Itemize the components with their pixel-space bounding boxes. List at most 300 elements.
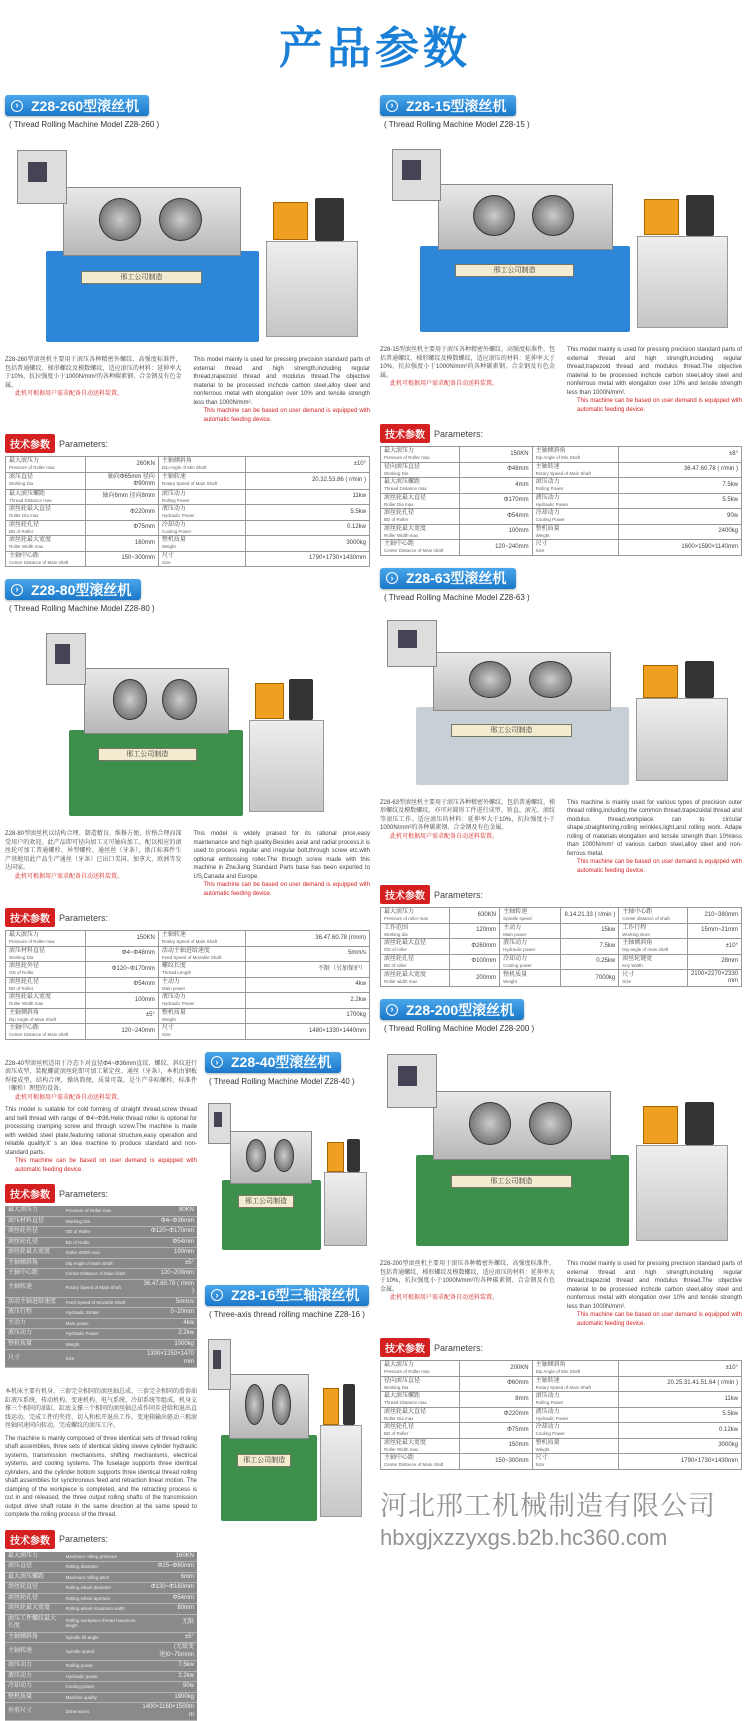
spec-name-zh: 主轴中心距 <box>9 553 82 560</box>
spec-value: 1000kg <box>139 1339 197 1350</box>
spec-name-en: Maximum rolling pitch <box>63 1572 140 1583</box>
spec-name-zh: 滚丝轮孔径 <box>9 979 82 986</box>
spec-name-en: Dip angle of main shaft <box>622 947 684 953</box>
spec-value: Φ75mm <box>86 520 159 536</box>
spec-name-en: Feed Speed of Movable Shaft <box>162 955 242 961</box>
spec-name-zh: 滚压动力 <box>5 1661 63 1672</box>
spec-value: 210~380mm <box>687 908 741 924</box>
spec-name-zh: 滚丝轮最大宽度 <box>384 526 456 533</box>
spec-name-en: Size <box>162 1032 242 1038</box>
spec-name-zh: 径向滚压直径 <box>384 1378 456 1385</box>
description-en-text: This model mainly is used for pressing precision standard parts of external thread and high strength,including regular thread,trapezoid thread and modulus thread.The objective material to be processed inchcde carbon steel,alloy steel and nonferrous metal with elongation over 10% and tensile strength less than 1000N/mm². <box>194 357 371 406</box>
hydraulic-motor <box>685 1102 713 1145</box>
spec-name-en: Hydraulic power <box>503 947 557 953</box>
description-en-note: This machine can be based on user demand is equipped with automatic feeding device. <box>5 1157 197 1174</box>
spec-name-en: Size <box>536 1462 616 1468</box>
model-title-z2880 <box>5 579 141 600</box>
description-zh-text: Z28-200型滚丝机主要用于滚压各种精密外螺纹、高强度标准件，包括普通螺纹、梯形螺纹及模数螺纹，适应滚压的材料：延伸率大于10%，抗拉强度小于1000N/mm²的各种碳素钢、合金钢及有色金属。 <box>380 1261 555 1293</box>
spec-value: 5.5kw <box>619 493 742 509</box>
spec-name-zh: 滚丝轮最大宽度 <box>9 537 82 544</box>
model-subtitle: ( Thread Rolling Machine Model Z28-40 ) <box>209 1077 370 1086</box>
spec-name-zh: 径向滚压直径 <box>384 464 456 471</box>
description-zh-note: 此机可根据用户需求配备自动送料装置。 <box>380 833 555 842</box>
spec-name <box>6 1008 86 1024</box>
spec-name-zh: 主轴转速 <box>536 1378 616 1385</box>
model-subtitle: ( Thread Rolling Machine Model Z28-80 ) <box>9 604 370 613</box>
spec-name-en: Size <box>622 979 684 985</box>
spec-name-zh: 液压动力 <box>536 1409 616 1416</box>
spec-name <box>619 954 688 970</box>
watermark-url: hbxgjxzzyxgs.b2b.hc360.com <box>380 1525 742 1551</box>
spec-name-en: Cooling Power <box>536 517 616 523</box>
spec-name <box>158 946 245 962</box>
photo-lane <box>205 1052 370 1721</box>
description-zh-text: Z28-260型滚丝机主要用于滚压各种精密外螺纹、高强度标准件，包括普通螺纹、梯形螺纹及模数螺纹，适应滚压的材料：延伸率大于10%，抗拉强度小于1000N/mm²的各种碳素钢、合金钢及有色金属。 <box>5 357 182 389</box>
table-row <box>5 1318 197 1329</box>
spec-name <box>532 509 619 525</box>
spec-name-en: Main power <box>162 986 242 992</box>
hydraulic-motor <box>686 195 714 236</box>
spec-value: 36.47.60.78 (r/min) <box>246 931 370 947</box>
spec-value: 5mm/s <box>246 946 370 962</box>
spec-name-zh: 主轴转速 <box>5 1643 63 1661</box>
spec-value: 1790×1730×1430mm <box>246 551 370 567</box>
machine-nameplate: 邢工公司制造 <box>238 1195 294 1208</box>
spec-name-en: Center Distance of Main shaft <box>9 1032 82 1038</box>
spec-value: 2.2kw <box>139 1329 197 1340</box>
spec-value: 5.5kw <box>246 505 370 521</box>
spec-name-zh: 滚丝轮最大宽度 <box>5 1604 63 1615</box>
spec-name-en: Maximum rolling pressure <box>63 1552 140 1562</box>
spec-name-en: Rotary Speed of Main Shaft <box>162 481 242 487</box>
roller-left <box>473 195 515 236</box>
tech-params-badge: 技术参数 <box>5 1184 55 1203</box>
spec-name <box>158 551 245 567</box>
spec-name-en: OD of Roller <box>63 1227 140 1238</box>
spec-name-en: Working dia <box>384 932 446 938</box>
spec-value: 100mm <box>460 524 532 540</box>
hydraulic-motor <box>289 679 312 720</box>
control-panel <box>17 150 67 204</box>
description-en-note: This machine can be based on user demand is equipped with automatic feeding device. <box>567 397 742 414</box>
spec-value: 1700kg <box>246 1008 370 1024</box>
spec-value: 7.5kw <box>139 1661 197 1672</box>
spec-value: 120~240mm <box>86 1024 159 1040</box>
description-block <box>5 1060 197 1175</box>
spec-value: 8.14.21.33 ( r/min ) <box>561 908 619 924</box>
spec-name-zh: 冷却动力 <box>5 1682 63 1693</box>
model-title-z2863 <box>380 568 516 589</box>
spec-name-zh: 主轴倾斜角 <box>9 1010 82 1017</box>
spec-name <box>381 1438 460 1454</box>
spec-name-en: BD of Roller <box>9 529 82 535</box>
spec-name-zh: 滚丝轮键宽 <box>622 956 684 963</box>
spec-value: 90w <box>619 509 742 525</box>
spec-name <box>381 509 460 525</box>
spec-value: 260KN <box>86 457 159 473</box>
model-title-text: Z28-200型滚丝机 <box>406 1000 514 1020</box>
spec-name-zh: 最大滚压螺距 <box>9 491 82 498</box>
roller-left <box>246 1139 266 1172</box>
spec-name-zh: 最大滚压力 <box>384 909 446 916</box>
description-en-text: This model is widely praised for its rational price,easy maintenance and high quality.Besides axial and radial process,it is used to process regular and irregular bolt,through screw etc.with optional embossing roller.The through screw made with this machine in ZheJiang Standard Parts base has been exported to US,Canada and Europe. <box>194 831 371 880</box>
table-row <box>5 1206 197 1216</box>
table-row <box>6 946 370 962</box>
spec-value: Φ48mm <box>460 462 532 478</box>
spec-name <box>6 536 86 552</box>
spec-name-zh: 主动力 <box>503 925 557 932</box>
roller-left <box>469 661 512 698</box>
spec-value: 100mm <box>86 993 159 1009</box>
table-row <box>6 457 370 473</box>
spec-name-zh: 滚丝轮外径 <box>9 963 82 970</box>
model-title-text: Z28-80型滚丝机 <box>31 580 131 600</box>
spec-name-zh: 主轴转速 <box>162 932 242 939</box>
spec-name-en: Weight <box>162 1017 242 1023</box>
spec-name-zh: 滚丝轮最大直径 <box>384 495 456 502</box>
spec-name <box>381 939 450 955</box>
arrow-circle-icon: › <box>386 1004 398 1016</box>
spec-value: 150KN <box>86 931 159 947</box>
table-row <box>5 1632 197 1643</box>
spec-table <box>380 446 742 556</box>
spec-value: Φ260mm <box>449 939 500 955</box>
description-en <box>194 830 371 898</box>
spec-value: 2.2kw <box>139 1671 197 1682</box>
spec-name-en: Rotary Speed of Main Shaft <box>162 939 242 945</box>
spec-table <box>5 1206 197 1368</box>
description-en-text: This model is suitable for cold forming of straight thread,screw thread and twill thread with range of Φ4~Φ36.Helix thread roller is optional for processing cramping screw and through screw.The machine is made with welded steel plate,featuring rational structure,easy operation and reliable quality.It' s an idea machine to produce standard and non-standard parts. <box>5 1107 197 1156</box>
machine-head <box>433 652 611 711</box>
spec-value: 150mm <box>460 1438 532 1454</box>
hydraulic-motor-housing <box>643 1106 679 1145</box>
control-screen <box>398 630 417 648</box>
spec-value: 2.2kw <box>246 993 370 1009</box>
table-row <box>5 1248 197 1259</box>
table-row <box>381 923 742 939</box>
spec-name-zh: 最大滚压螺距 <box>5 1572 63 1583</box>
spec-name <box>6 931 86 947</box>
spec-value: 120~240mm <box>460 540 532 556</box>
spec-name-zh: 滚压直径 <box>9 474 82 481</box>
spec-name-zh: 活动主轴进给速度 <box>162 948 242 955</box>
table-row <box>6 993 370 1009</box>
spec-value: Φ54mm <box>139 1237 197 1248</box>
table-row <box>5 1258 197 1269</box>
spec-name-zh: 主轴中心距 <box>384 541 456 548</box>
spec-name-zh: 滚丝轮孔径 <box>5 1593 63 1604</box>
spec-name-en: Rotary Speed of Main Shaft <box>536 471 616 477</box>
roller-right <box>162 679 197 720</box>
model-title-text: Z28-15型滚丝机 <box>406 96 506 116</box>
spec-value: 90w <box>139 1682 197 1693</box>
hydraulic-unit <box>636 1145 728 1242</box>
machine-nameplate: 邢工公司制造 <box>451 1175 572 1188</box>
roller-left <box>245 1384 264 1425</box>
spec-name-en: Size <box>536 548 616 554</box>
roller-right <box>274 1139 294 1172</box>
table-row <box>6 520 370 536</box>
spec-name <box>6 457 86 473</box>
description-zh-note: 此机可根据用户需求配备自动送料装置。 <box>380 380 555 389</box>
spec-name-zh: 液压行程 <box>5 1308 63 1319</box>
spec-value: 0.25kw <box>561 954 619 970</box>
table-row <box>381 447 742 463</box>
spec-value: ±10° <box>619 1361 742 1377</box>
spec-name-zh: 冷却动力 <box>536 1424 616 1431</box>
hydraulic-motor-housing <box>644 199 679 236</box>
model-title-z28200 <box>380 999 524 1020</box>
spec-name <box>619 939 688 955</box>
arrow-circle-icon: › <box>211 1056 223 1068</box>
table-row <box>381 524 742 540</box>
spec-value: Φ220mm <box>86 505 159 521</box>
spec-name-zh: 滚丝轮最大宽度 <box>9 994 82 1001</box>
arrow-circle-icon: › <box>11 584 23 596</box>
spec-name-en: Pressure of Roller max <box>384 455 456 461</box>
roller-right <box>529 1102 572 1145</box>
spec-value: Φ25~Φ80mm <box>139 1562 197 1573</box>
spec-name-zh: 主轴倾斜角 <box>536 1362 616 1369</box>
spec-name <box>381 540 460 556</box>
spec-name-en: Working Dia <box>9 955 82 961</box>
parameters-label: Parameters: <box>59 439 108 449</box>
spec-name-en: Main power <box>63 1318 140 1329</box>
spec-name-zh: 整机质量 <box>162 537 242 544</box>
spec-name <box>532 1438 619 1454</box>
spec-value: 5.5kw <box>619 1407 742 1423</box>
spec-value: 120mm <box>449 923 500 939</box>
roller-left <box>113 679 148 720</box>
spec-name-en: Thread Distance max <box>384 486 456 492</box>
control-screen <box>28 162 47 183</box>
spec-name <box>381 1454 460 1470</box>
tech-params-badge: 技术参数 <box>5 434 55 453</box>
table-row <box>381 1407 742 1423</box>
hydraulic-motor <box>343 1384 356 1425</box>
spec-name <box>532 447 619 463</box>
spec-name-zh: 滚丝轮最大宽度 <box>384 972 446 979</box>
model-title-z2816 <box>205 1285 369 1306</box>
table-row <box>5 1614 197 1632</box>
spec-name-zh: 滚压动力 <box>536 1393 616 1400</box>
spec-name-en: Weight <box>503 979 557 985</box>
spec-name <box>381 1392 460 1408</box>
spec-value: 1600×1590×1140mm <box>619 540 742 556</box>
product-section-z28200 <box>380 999 742 1470</box>
machine-base <box>46 251 259 341</box>
spec-name-zh: 整机质量 <box>536 1440 616 1447</box>
description-zh-text: Z28-40型滚丝机适用于冷态下对直径Φ4~Φ36mm直纹、螺纹、斜纹进行滚压成型，装配螺旋滚丝轮即可加工紧定丝、通丝（牙条），本机由钢板焊接成型，结构合理，操纵简便，质量可靠，是生产非标螺栓、标准件（螺栓）理想的设备。 <box>5 1061 197 1093</box>
spec-name-zh: 主轴倾斜角 <box>622 940 684 947</box>
spec-name-zh: 滚丝轮外径 <box>5 1227 63 1238</box>
spec-name-zh: 滚压直径 <box>5 1562 63 1573</box>
left-column <box>5 95 370 1721</box>
table-row <box>381 509 742 525</box>
machine-nameplate: 邢工公司制造 <box>455 264 574 277</box>
spec-value: 4kw <box>139 1318 197 1329</box>
spec-lane <box>5 1052 197 1721</box>
spec-name-en: Rolling Power <box>536 1400 616 1406</box>
description-block <box>380 346 742 414</box>
table-row <box>6 962 370 978</box>
spec-value: 3000kg <box>619 1438 742 1454</box>
spec-name-en: Dip Angle of Min Shaft <box>536 1369 616 1375</box>
product-section-z28260 <box>5 95 370 567</box>
description-zh-note: 此机可根据用户需求配备自动送料装置。 <box>380 1294 555 1303</box>
spec-value: 160KN <box>139 1552 197 1562</box>
spec-name-en: Spindle tilt angle <box>63 1632 140 1643</box>
machine-photo-z2816 <box>205 1323 365 1528</box>
parameters-label: Parameters: <box>59 1534 108 1544</box>
product-section-z2863 <box>380 568 742 988</box>
machine-nameplate: 邢工公司制造 <box>237 1454 291 1467</box>
spec-name <box>381 1376 460 1392</box>
spec-name <box>6 489 86 505</box>
table-row <box>381 540 742 556</box>
spec-name-en: Machine quality <box>63 1692 140 1703</box>
spec-value: Φ100mm <box>449 954 500 970</box>
spec-value: 轴向Φ65mm 径向Φ90mm <box>86 472 159 489</box>
description-en-note: This machine can be based on user demand is equipped with automatic feeding device. <box>567 858 742 875</box>
spec-name-zh: 冷却动力 <box>536 510 616 517</box>
spec-name-zh: 滚丝轮最大直径 <box>384 940 446 947</box>
spec-value: 150KN <box>460 447 532 463</box>
spec-table <box>5 1552 197 1721</box>
spec-name-en: Spindle speed <box>503 916 557 922</box>
spec-name <box>381 1361 460 1377</box>
spec-value: ±8° <box>619 447 742 463</box>
machine-nameplate: 邢工公司制造 <box>98 748 197 761</box>
spec-name-en: Rolling workpiece thread maximum length <box>63 1614 140 1632</box>
spec-value: 15mm~21mm <box>687 923 741 939</box>
control-screen <box>214 1112 222 1128</box>
control-panel <box>208 1339 230 1390</box>
spec-name <box>532 1423 619 1439</box>
spec-name <box>381 923 450 939</box>
spec-name-en: Spindle speed <box>63 1643 140 1661</box>
spec-name-en: Pressure of Roller max <box>63 1206 140 1216</box>
table-row <box>5 1703 197 1721</box>
description-en-text: This model mainly is used for pressing precision standard parts of external thread and high strength,including regular thread,trapezoid thread and modulus thread.The objective material to be processed inchcde carbon steel,alloy steel and nonferrous metal with elongation over 10% and tensile strength less than 1000N/mm². <box>567 1261 742 1310</box>
hydraulic-motor-housing <box>327 1142 344 1172</box>
spec-name-en: Roller Width max <box>9 1001 82 1007</box>
model-title-text: Z28-260型滚丝机 <box>31 96 139 116</box>
machine-base <box>420 246 630 332</box>
spec-name-zh: 滚丝轮孔径 <box>5 1237 63 1248</box>
spec-name-en: BD of roller <box>384 963 446 969</box>
spec-name-en: Roller Dia max <box>384 502 456 508</box>
spec-name-en: BD of Roller <box>9 986 82 992</box>
watermark-company: 河北邢工机械制造有限公司 <box>380 1484 742 1523</box>
spec-name <box>6 993 86 1009</box>
control-panel <box>387 1054 437 1108</box>
control-panel <box>46 633 87 684</box>
table-row <box>6 536 370 552</box>
control-panel <box>387 620 437 666</box>
spec-name-en: Weight <box>162 544 242 550</box>
spec-name-zh: 尺寸 <box>5 1350 63 1368</box>
machine-photo-z2880 <box>40 617 330 822</box>
spec-name-zh: 滚压工件螺纹最大长度 <box>5 1614 63 1632</box>
spec-name-en: Weight <box>536 1447 616 1453</box>
spec-name-en: Roller Dia max <box>9 513 82 519</box>
table-row <box>381 1361 742 1377</box>
spec-name-zh: 最大滚压力 <box>9 458 82 465</box>
hydraulic-unit <box>266 241 358 338</box>
table-row <box>5 1643 197 1661</box>
spec-name-zh: 尺寸 <box>162 553 242 560</box>
spec-name-en: Pressure of roller max <box>384 916 446 922</box>
spec-name <box>158 931 245 947</box>
spec-name <box>158 489 245 505</box>
table-row <box>5 1593 197 1604</box>
table-row <box>5 1562 197 1573</box>
spec-name <box>500 939 561 955</box>
spec-value: 1400×1160×1500mm <box>139 1703 197 1721</box>
gap <box>205 1255 370 1285</box>
control-screen <box>402 160 421 180</box>
table-row <box>381 462 742 478</box>
parameters-heading <box>380 424 742 443</box>
spec-name-zh: 液压动力 <box>5 1329 63 1340</box>
spec-name <box>532 1361 619 1377</box>
spec-value: ±10° <box>687 939 741 955</box>
spec-value: Φ60mm <box>460 1376 532 1392</box>
spec-value: 4kw <box>246 977 370 993</box>
spec-name-zh: 最大滚压力 <box>5 1206 63 1216</box>
roller-right <box>532 195 574 236</box>
description-en <box>194 356 371 424</box>
machine-head <box>84 668 229 734</box>
spec-value: Φ54mm <box>139 1593 197 1604</box>
description-zh <box>5 1060 197 1103</box>
spec-table <box>380 1360 742 1470</box>
spec-value: 3000kg <box>246 536 370 552</box>
table-row <box>5 1237 197 1248</box>
parameters-label: Parameters: <box>59 913 108 923</box>
spec-name-zh: 主轴中心距 <box>622 909 684 916</box>
spec-value: Φ54mm <box>86 977 159 993</box>
table-row <box>5 1583 197 1594</box>
spec-value: ±5° <box>139 1632 197 1643</box>
spec-value: Φ4~Φ36mm <box>139 1216 197 1227</box>
spec-name-en: Roller Width max <box>384 1447 456 1453</box>
hydraulic-unit <box>636 698 728 781</box>
table-row <box>381 493 742 509</box>
spec-name <box>6 1024 86 1040</box>
spec-value: 36.47.60.78 ( r/min ) <box>619 462 742 478</box>
machine-base <box>416 707 629 785</box>
table-row <box>5 1269 197 1280</box>
spec-name-en: Pressure of Roller max <box>9 465 82 471</box>
roller-right <box>159 198 202 241</box>
spec-value: (无级变速)0~75r/min <box>139 1643 197 1661</box>
description-block <box>5 1388 197 1520</box>
machine-base <box>416 1155 629 1245</box>
description-en <box>5 1435 197 1520</box>
spec-name-en: BD of Roller <box>384 517 456 523</box>
spec-name-zh: 螺纹长度 <box>162 963 242 970</box>
table-row <box>5 1216 197 1227</box>
spec-value: 20.25.31.41.51.64 ( r/min ) <box>619 1376 742 1392</box>
spec-name <box>381 908 450 924</box>
model-title-z2815 <box>380 95 516 116</box>
description-zh-text: Z28-63型滚丝机主要用于滚压各种精密外螺纹，包括普通螺纹、梯形螺纹及模数螺纹，亦可对圆形工件进行成型、矫直、滚光、滚纹等滚压工作。适应滚压的材料：延伸率大于10%，抗拉强度小于1000N/mm²的各种碳素钢、合金钢及有色金属。 <box>380 800 555 832</box>
spec-name <box>619 908 688 924</box>
description-zh-note: 此机可根据用户需求配备自动送料装置。 <box>5 873 182 882</box>
tech-params-badge: 技术参数 <box>5 1530 55 1549</box>
